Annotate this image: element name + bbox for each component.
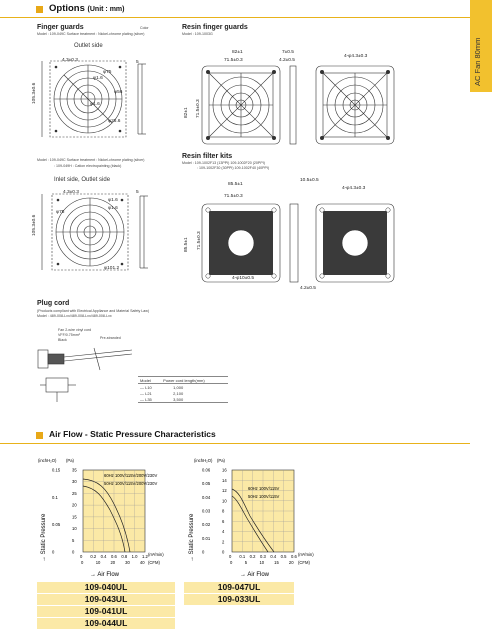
plug-cord-prem-label: Pre-stranded (100, 336, 121, 340)
y-tick-label-pa: 35 (72, 467, 77, 473)
finger-guard-inlet-drawing (30, 188, 170, 288)
dim-rfk-6: 4-φ10±0.5 (232, 276, 255, 281)
dim-rfg-5: 82±1 (184, 107, 189, 118)
resin-filter-model-2: : 109-1002F30 (30PPI) 109-1002F40 (40PPI) (197, 166, 270, 170)
plug-cord-drawing (36, 340, 136, 410)
dim-fg-top-1: 5 (136, 60, 139, 65)
dim-fg-top-4: φ56 (114, 90, 123, 95)
table-cell: 2,100 (173, 390, 184, 396)
dim-rfg-6: 71.5±0.3 (196, 99, 201, 118)
side-tab-label: AC Fan 80mm (473, 37, 482, 86)
dim-rfg-0: 82±1 (232, 50, 243, 55)
dim-rfk-3: 4-φ4.3±0.3 (342, 186, 366, 191)
dim-rfg-3: 4.2±0.5 (279, 58, 295, 63)
y-tick-label-inch: 0.06 (202, 467, 211, 473)
y-tick-label-pa: 20 (72, 502, 77, 508)
y-tick-label-pa: 2 (222, 539, 225, 545)
plug-cord-note-1: (Products compliant with Electrical Appliance and Material Safety Law) (37, 309, 150, 313)
resin-finger-guard-drawing (190, 50, 470, 150)
x-tick-label: 0.8 (121, 554, 128, 559)
options-title: Options (Unit : mm) (49, 3, 125, 14)
x-tick-label: 0 (80, 554, 83, 559)
model-label-left-2: 109-041UL (37, 606, 175, 617)
y-tick-label-pa: 16 (222, 467, 227, 473)
side-tab (470, 0, 492, 92)
dim-rfg-1: 71.5±0.3 (224, 58, 243, 63)
dim-fg-top-6: φ26.6 (108, 119, 121, 124)
x-tick-label-cfm: 40 (139, 560, 145, 565)
c2-yunit-left: (inchH₂O) (194, 458, 213, 463)
dim-fg-top-7: 105.3±0.6 (32, 82, 37, 104)
dim-fg-top-0: 4.3±0.3 (62, 58, 78, 63)
resin-finger-guards-model: Model : 109-1003G (182, 32, 213, 36)
dim-fg-top-5: φ1.6 (90, 102, 100, 107)
dim-rfk-1: 71.5±0.3 (224, 194, 243, 199)
dim-fg-bot-0: 4.3±0.3 (63, 190, 79, 195)
power-cord-table (138, 376, 228, 403)
table-cell: 3,500 (161, 396, 228, 403)
x-tick-label: 0 (229, 554, 232, 559)
y-tick-label-pa: 10 (72, 526, 77, 532)
dim-rfk-4: 85.5±1 (184, 237, 189, 252)
y-tick-label-inch: 0.1 (52, 494, 58, 500)
y-tick-label-pa: 0 (72, 549, 75, 555)
plug-cord-lead-label: Fan 2-wire vinyl cord (58, 328, 92, 332)
dim-fg-top-2: φ75 (103, 70, 112, 75)
table-cell: — L10 (140, 384, 152, 390)
color-note: Color (140, 26, 149, 30)
finger-guard-outlet-drawing (30, 52, 170, 152)
c1-legend-60: 60Hz 100V/115V/200V/230V (104, 473, 158, 478)
y-tick-label-pa: 4 (222, 529, 225, 534)
y-tick-label-inch: 0 (52, 549, 55, 555)
power-cord-table-header (138, 377, 228, 384)
table-cell: — L21 (140, 390, 152, 396)
airflow-title: Air Flow - Static Pressure Characteristics (49, 429, 216, 439)
dim-rfg-4: 4-φ4.3±0.3 (344, 54, 368, 59)
dim-fg-bot-3: φ1.6 (108, 198, 118, 203)
x-tick-label-cfm: 30 (125, 560, 130, 565)
c1-legend-50: 50Hz 100V/115V/200V/230V (104, 481, 158, 486)
plug-cord-lead-label-3: Black (58, 338, 67, 342)
dim-rfg-2: 7±0.5 (282, 50, 294, 55)
power-cord-header-length: Power cord length(mm) (161, 377, 228, 384)
plug-cord-note-2: Model : 489-008-Lxx/489-008-Lxx/489-008-Lxx (37, 314, 112, 318)
c1-yunit-left: (inchH₂O) (38, 458, 57, 463)
outlet-side-label: Outlet side (74, 43, 103, 49)
y-tick-label-inch: 0 (202, 549, 205, 555)
y-tick-label-inch: 0.05 (52, 522, 61, 528)
plug-cord-lead-label-2: VFF/0.75mm² (58, 333, 80, 337)
section-marker (36, 432, 43, 439)
x-tick-label: 0.6 (291, 554, 297, 559)
y-tick-label-pa: 15 (72, 514, 77, 520)
dim-fg-bot-5: φ101.2 (104, 266, 120, 271)
resin-filter-kits-title: Resin filter kits (182, 153, 233, 160)
finger-guards-title: Finger guards (37, 24, 84, 31)
y-tick-label-pa: 0 (222, 549, 225, 555)
y-tick-label-pa: 14 (222, 477, 227, 483)
y-tick-label-inch: 0.03 (202, 508, 211, 514)
dim-fg-bot-2: φ75 (56, 210, 65, 215)
x-tick-label-cfm: 20 (110, 560, 116, 565)
y-tick-label-inch: 0.05 (202, 481, 211, 487)
c2-legend-50: 50Hz 100V/115V (248, 494, 280, 499)
c1-ylabel: → Static Pressure (41, 513, 47, 562)
airflow-chart-1 (28, 452, 188, 587)
dim-fg-bot-4: φ1.6 (108, 206, 118, 211)
c2-legend-60: 60Hz 100V/115V (248, 486, 280, 491)
dim-rfk-0: 85.5±1 (228, 182, 243, 187)
x-tick-label: 0.3 (260, 554, 266, 559)
resin-filter-model-1: Model : 109-1002F13 (13PPI) 109-1002F20 (20PPI) (182, 161, 265, 165)
resin-finger-guards-title: Resin finger guards (182, 24, 248, 31)
x-tick-label: 0.5 (280, 554, 287, 559)
y-tick-label-inch: 0.15 (52, 467, 61, 473)
c2-xlabel: → Air Flow (240, 572, 270, 578)
table-cell: — L35 (138, 396, 161, 403)
table-row (138, 396, 228, 403)
airflow-section-header (0, 429, 470, 444)
model-label-right-0: 109-047UL (184, 582, 294, 593)
options-section-header (0, 3, 470, 18)
dim-rfk-7: 4.2±0.5 (300, 286, 316, 291)
x-tick-label: 0.2 (90, 554, 97, 559)
c2-yunit-right: (Pa) (217, 458, 225, 463)
inlet-outlet-label: Inlet side, Outlet side (54, 177, 111, 183)
c1-yunit-right: (Pa) (66, 458, 74, 463)
dim-fg-bot-6: 105.3±0.6 (32, 214, 37, 236)
y-tick-label-inch: 0.01 (202, 535, 211, 541)
power-cord-header-model: Model (138, 377, 161, 384)
y-tick-label-pa: 10 (222, 498, 227, 504)
x-tick-label: 0.1 (239, 554, 246, 559)
c1-xunit2: (CFM) (148, 560, 160, 565)
dim-rfk-2: 10.5±0.5 (300, 178, 319, 183)
y-tick-label-pa: 30 (72, 479, 77, 485)
y-tick-label-pa: 25 (72, 490, 77, 496)
y-tick-label-pa: 8 (222, 508, 225, 514)
y-tick-label-pa: 5 (72, 537, 75, 543)
y-tick-label-inch: 0.02 (202, 522, 211, 528)
airflow-chart-2 (182, 452, 342, 587)
x-tick-label: 1.0 (131, 554, 138, 559)
y-tick-label-pa: 12 (222, 488, 227, 493)
model-label-left-3: 109-044UL (37, 618, 175, 629)
x-tick-label: 1.2 (142, 554, 148, 559)
plug-cord-title: Plug cord (37, 300, 70, 307)
finger-guards-model: Model : 109-049C Surface treatment : Nickel-chrome plating (silver) (37, 32, 145, 36)
c2-xunit: (m³/min) (298, 552, 314, 557)
dim-fg-top-3: φ1.6 (93, 76, 103, 81)
section-marker (36, 6, 43, 13)
c1-xunit: (m³/min) (148, 552, 164, 557)
y-tick-label-inch: 0.04 (202, 494, 211, 500)
c2-ylabel: → Static Pressure (189, 513, 195, 562)
dim-fg-bot-1: 5 (136, 190, 139, 195)
x-tick-label-cfm: 0 (81, 560, 84, 565)
x-tick-label-cfm: 10 (259, 560, 265, 565)
model-label-left-1: 109-043UL (37, 594, 175, 605)
c2-xunit2: (CFM) (298, 560, 310, 565)
finger-guards-model-3: : 109-049H : Cation electropainting (black) (54, 164, 122, 168)
x-tick-label: 0.6 (111, 554, 117, 559)
model-label-right-1: 109-033UL (184, 594, 294, 605)
y-tick-label-pa: 6 (222, 518, 225, 524)
finger-guards-model-2: Model : 109-049C Surface treatment : Nickel-chrome plating (silver) (37, 158, 145, 162)
x-tick-label: 0.4 (270, 554, 277, 559)
dim-rfk-5: 71.5±0.3 (197, 231, 202, 250)
x-tick-label-cfm: 0 (230, 560, 233, 565)
x-tick-label-cfm: 5 (244, 560, 248, 565)
c1-xlabel: → Air Flow (90, 572, 120, 578)
x-tick-label: 0.4 (100, 554, 107, 559)
x-tick-label-cfm: 10 (95, 560, 101, 565)
x-tick-label-cfm: 20 (288, 560, 294, 565)
x-tick-label: 0.2 (249, 554, 256, 559)
x-tick-label-cfm: 15 (274, 560, 279, 565)
model-label-left-0: 109-040UL (37, 582, 175, 593)
table-cell: 1,000 (173, 384, 184, 390)
